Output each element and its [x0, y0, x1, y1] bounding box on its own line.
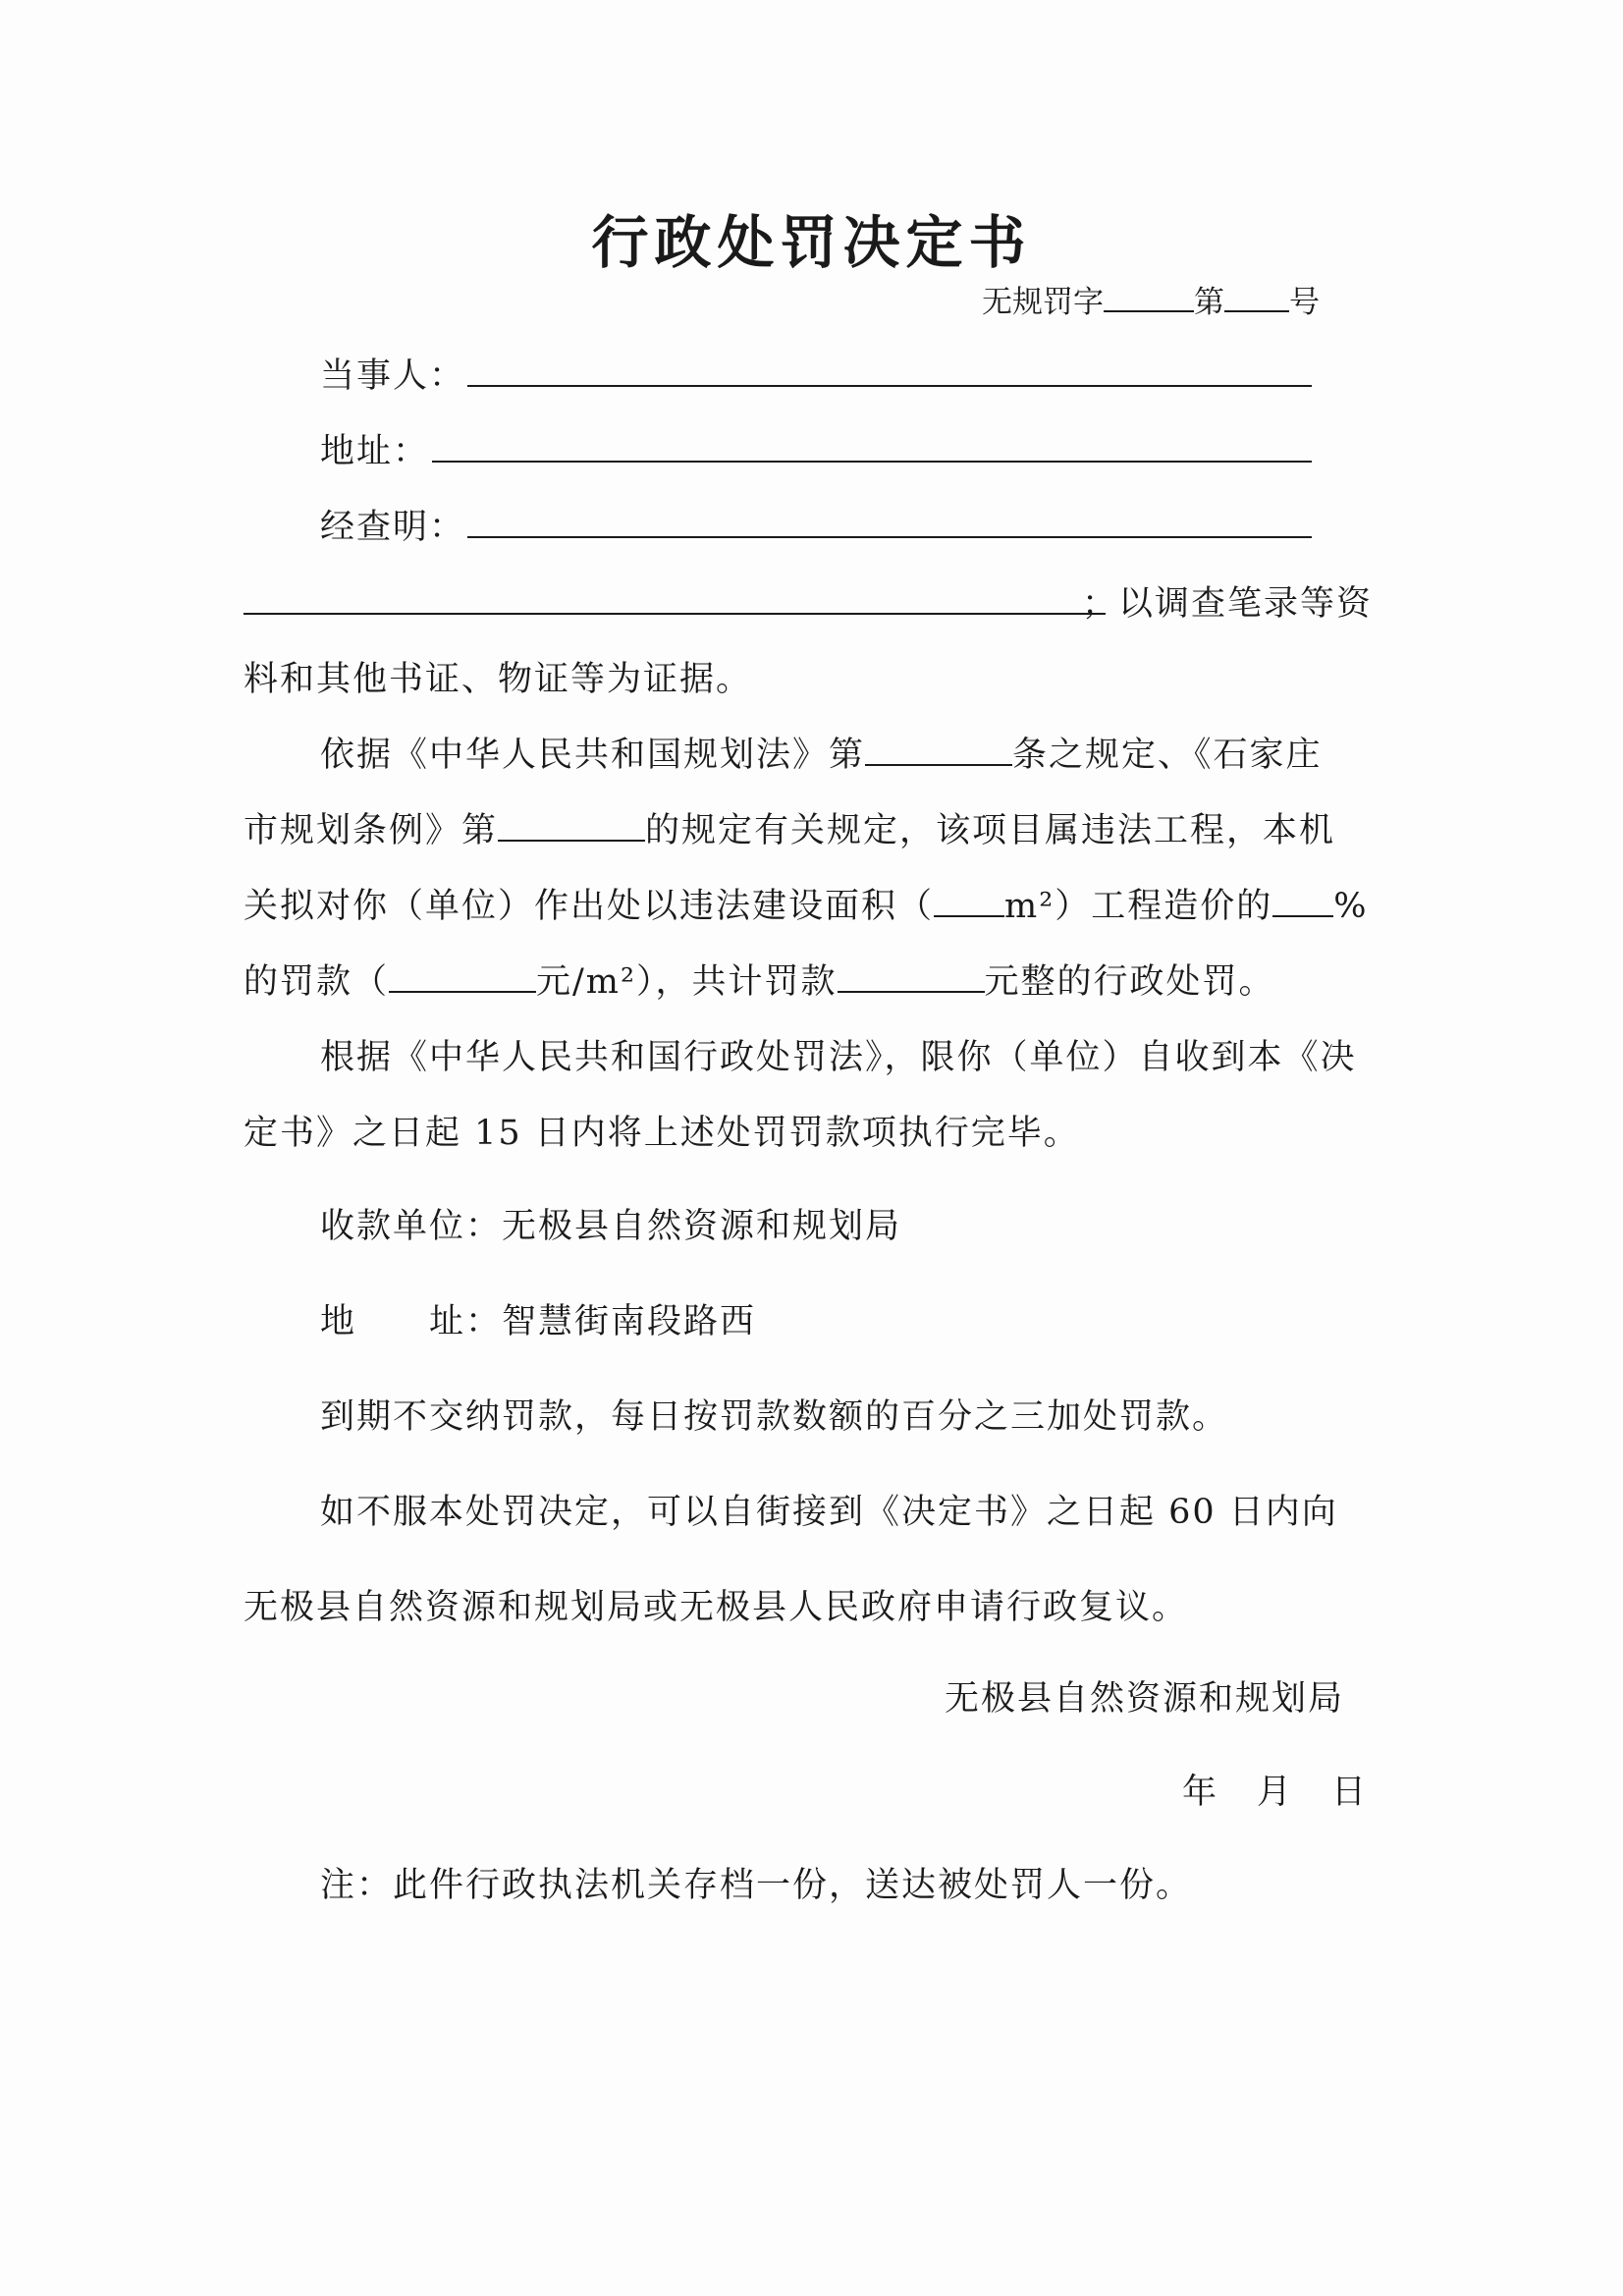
article-blank — [865, 735, 1012, 766]
regulation-blank — [498, 810, 645, 842]
appeal-line1: 如不服本处罚决定，可以自街接到《决定书》之日起 60 日内向 — [320, 1493, 1338, 1532]
appeal-line2: 无极县自然资源和规划局或无极县人民政府申请行政复议。 — [243, 1588, 1189, 1627]
evidence-line2: 料和其他书证、物证等为证据。 — [243, 660, 753, 699]
party-blank — [467, 385, 1312, 387]
date-month: 月 — [1257, 1773, 1294, 1812]
basis-line4-c: 元整的行政处罚。 — [984, 962, 1275, 1002]
basis-line2-a: 市规划条例》第 — [243, 811, 499, 850]
percent-blank — [1272, 886, 1333, 917]
date-day: 日 — [1331, 1773, 1369, 1812]
payee-unit: 收款单位：无极县自然资源和规划局 — [320, 1207, 902, 1246]
basis-line1-a: 依据《中华人民共和国规划法》第 — [320, 736, 866, 775]
document-number — [982, 277, 1320, 321]
basis-line1-b: 条之规定、《石家庄 — [1012, 736, 1323, 775]
doc-number-suffix: 号 — [1289, 285, 1320, 320]
basis-line3 — [243, 879, 1369, 928]
payee-address-label: 地 址： — [320, 1302, 503, 1341]
late-penalty-note: 到期不交纳罚款，每日按罚款数额的百分之三加处罚款。 — [320, 1397, 1229, 1437]
doc-serial-blank — [1224, 285, 1289, 312]
doc-number-middle: 第 — [1194, 285, 1224, 320]
basis-line3-a: 关拟对你（单位）作出处以违法建设面积（ — [243, 887, 935, 926]
party-label: 当事人： — [320, 356, 466, 396]
basis-line2 — [243, 803, 1335, 852]
address-blank — [432, 461, 1312, 463]
unit-price-blank — [389, 961, 536, 993]
investigation-blank-continued — [243, 613, 1106, 615]
doc-year-blank — [1104, 285, 1194, 312]
deadline-line1: 根据《中华人民共和国行政处罚法》，限你（单位）自收到本《决 — [320, 1038, 1357, 1077]
basis-line1 — [320, 728, 1323, 777]
payee-address-value: 智慧街南段路西 — [502, 1302, 757, 1341]
footnote: 注：此件行政执法机关存档一份，送达被处罚人一份。 — [320, 1866, 1193, 1905]
total-fine-blank — [838, 961, 985, 993]
address-label: 地址： — [320, 432, 430, 471]
deadline-line2: 定书》之日起 15 日内将上述处罚罚款项执行完毕。 — [243, 1114, 1080, 1153]
date-year: 年 — [1182, 1773, 1219, 1812]
payee-address — [320, 1294, 756, 1343]
basis-line4 — [243, 955, 1275, 1004]
doc-number-prefix: 无规罚字 — [982, 285, 1104, 320]
basis-line4-b: 元/m²），共计罚款 — [536, 962, 838, 1002]
investigation-blank — [467, 536, 1312, 538]
basis-line3-c: % — [1333, 887, 1369, 926]
issuing-authority: 无极县自然资源和规划局 — [945, 1679, 1345, 1719]
evidence-line1-tail: ；以调查笔录等资 — [1082, 584, 1374, 624]
basis-line3-b: m²）工程造价的 — [1004, 887, 1273, 926]
document-title: 行政处罚决定书 — [591, 209, 1032, 276]
basis-line4-a: 的罚款（ — [243, 962, 390, 1002]
area-blank — [934, 886, 1004, 917]
basis-line2-b: 的规定有关规定，该项目属违法工程，本机 — [645, 811, 1336, 850]
investigation-label: 经查明： — [320, 508, 466, 547]
